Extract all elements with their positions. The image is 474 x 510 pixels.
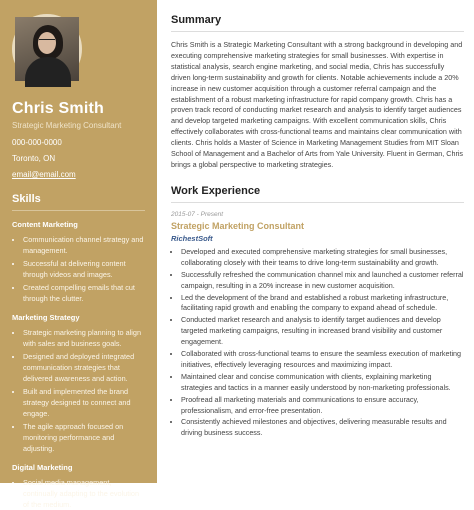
skill-item: • The agile approach focused on monitoring performance and adjusting. [23, 421, 145, 454]
phone-text: 000-000-0000 [12, 138, 62, 147]
summary-heading: Summary [171, 14, 464, 32]
duty-item: • Conducted market research and analysis to identify target audiences and develop targeted marketing campaigns, resulting in increased brand visibility and customer engagement. [181, 315, 464, 348]
email-link[interactable]: email@email.com [12, 170, 76, 179]
duty-item: • Proofread all marketing materials and communications to ensure accuracy, professionalism, and error-free presentation. [181, 395, 464, 417]
profile-role: Strategic Marketing Consultant [12, 121, 122, 130]
skill-item: • Social media management, continually adapting to the evolution of the medium. [23, 477, 145, 510]
skill-item: • Successful at delivering content through videos and images. [23, 258, 145, 280]
skill-item: • Created compelling emails that cut through the clutter. [23, 282, 145, 304]
sidebar [0, 0, 157, 509]
job-dates: 2015-07 - Present [171, 210, 224, 218]
summary-text: Chris Smith is a Strategic Marketing Consultant with a strong background in developing and executing comprehensive marketing strategies for small businesses. With expertise in statistical analysis, search engine marketing, and social media, Chris has successfully driven long-term sustainability and growth for clients. Notable achievements include a 20% increase in new customer acquisition through a customer referral campaign and the establishment of a robust marketing infrastructure for rapid company growth. Chris has a proven track record of conducting market research and analysis to identify target audiences and develop targeted marketing campaigns. With excellent communication skills, Chris effectively collaborates with cross-functional teams and maintains clear communication with clients. Chris holds a Master of Science in Marketing Management Studies from MIT Sloan School of Management and a Bachelor of Arts from Yale University. Fluent in German, Chris brings a global perspective to marketing strategies. [171, 40, 464, 169]
duty-item: • Successfully refreshed the communication channel mix and launched a customer referral campaign, resulting in a 20% increase in new customer acquisition. [181, 270, 464, 292]
job-title: Strategic Marketing Consultant [171, 220, 305, 231]
avatar [12, 14, 82, 84]
location-text: Toronto, ON [12, 154, 56, 163]
main-content [157, 0, 474, 483]
duty-item: • Consistently achieved milestones and objectives, delivering measurable results and driving business success. [181, 417, 464, 439]
skill-list [12, 234, 145, 304]
skill-item: • Communication channel strategy and management. [23, 234, 145, 256]
duty-item: • Led the development of the brand and established a robust marketing infrastructure, facilitating rapid growth and enabling the company to expand ahead of schedule. [181, 293, 464, 315]
skill-item: • Built and implemented the brand strategy designed to connect and engage. [23, 386, 145, 419]
profile-name: Chris Smith [12, 100, 104, 117]
duties-list [171, 247, 464, 439]
skill-category-title: Digital Marketing [12, 463, 73, 472]
skill-item: • Strategic marketing planning to align with sales and business goals. [23, 327, 145, 349]
skill-item: • Designed and deployed integrated communication strategies that delivered awareness and action. [23, 351, 145, 384]
skill-list [12, 327, 145, 454]
skill-category-title: Marketing Strategy [12, 313, 80, 322]
duty-item: • Collaborated with cross-functional teams to ensure the seamless execution of marketing initiatives, effectively leveraging resources and maximizing impact. [181, 349, 464, 371]
duty-item: • Developed and executed comprehensive marketing strategies for small businesses, collaborating closely with their teams to drive long-term sustainability and growth. [181, 247, 464, 269]
experience-heading: Work Experience [171, 185, 464, 203]
skills-heading: Skills [12, 193, 145, 211]
duty-item: • Maintained clear and concise communication with clients, explaining marketing strategies and tactics in a manner easily understood by non-marketing professionals. [181, 372, 464, 394]
skill-list [12, 477, 145, 510]
company-name: RichestSoft [171, 233, 213, 243]
contact-info [12, 138, 145, 179]
skill-category-title: Content Marketing [12, 220, 78, 229]
